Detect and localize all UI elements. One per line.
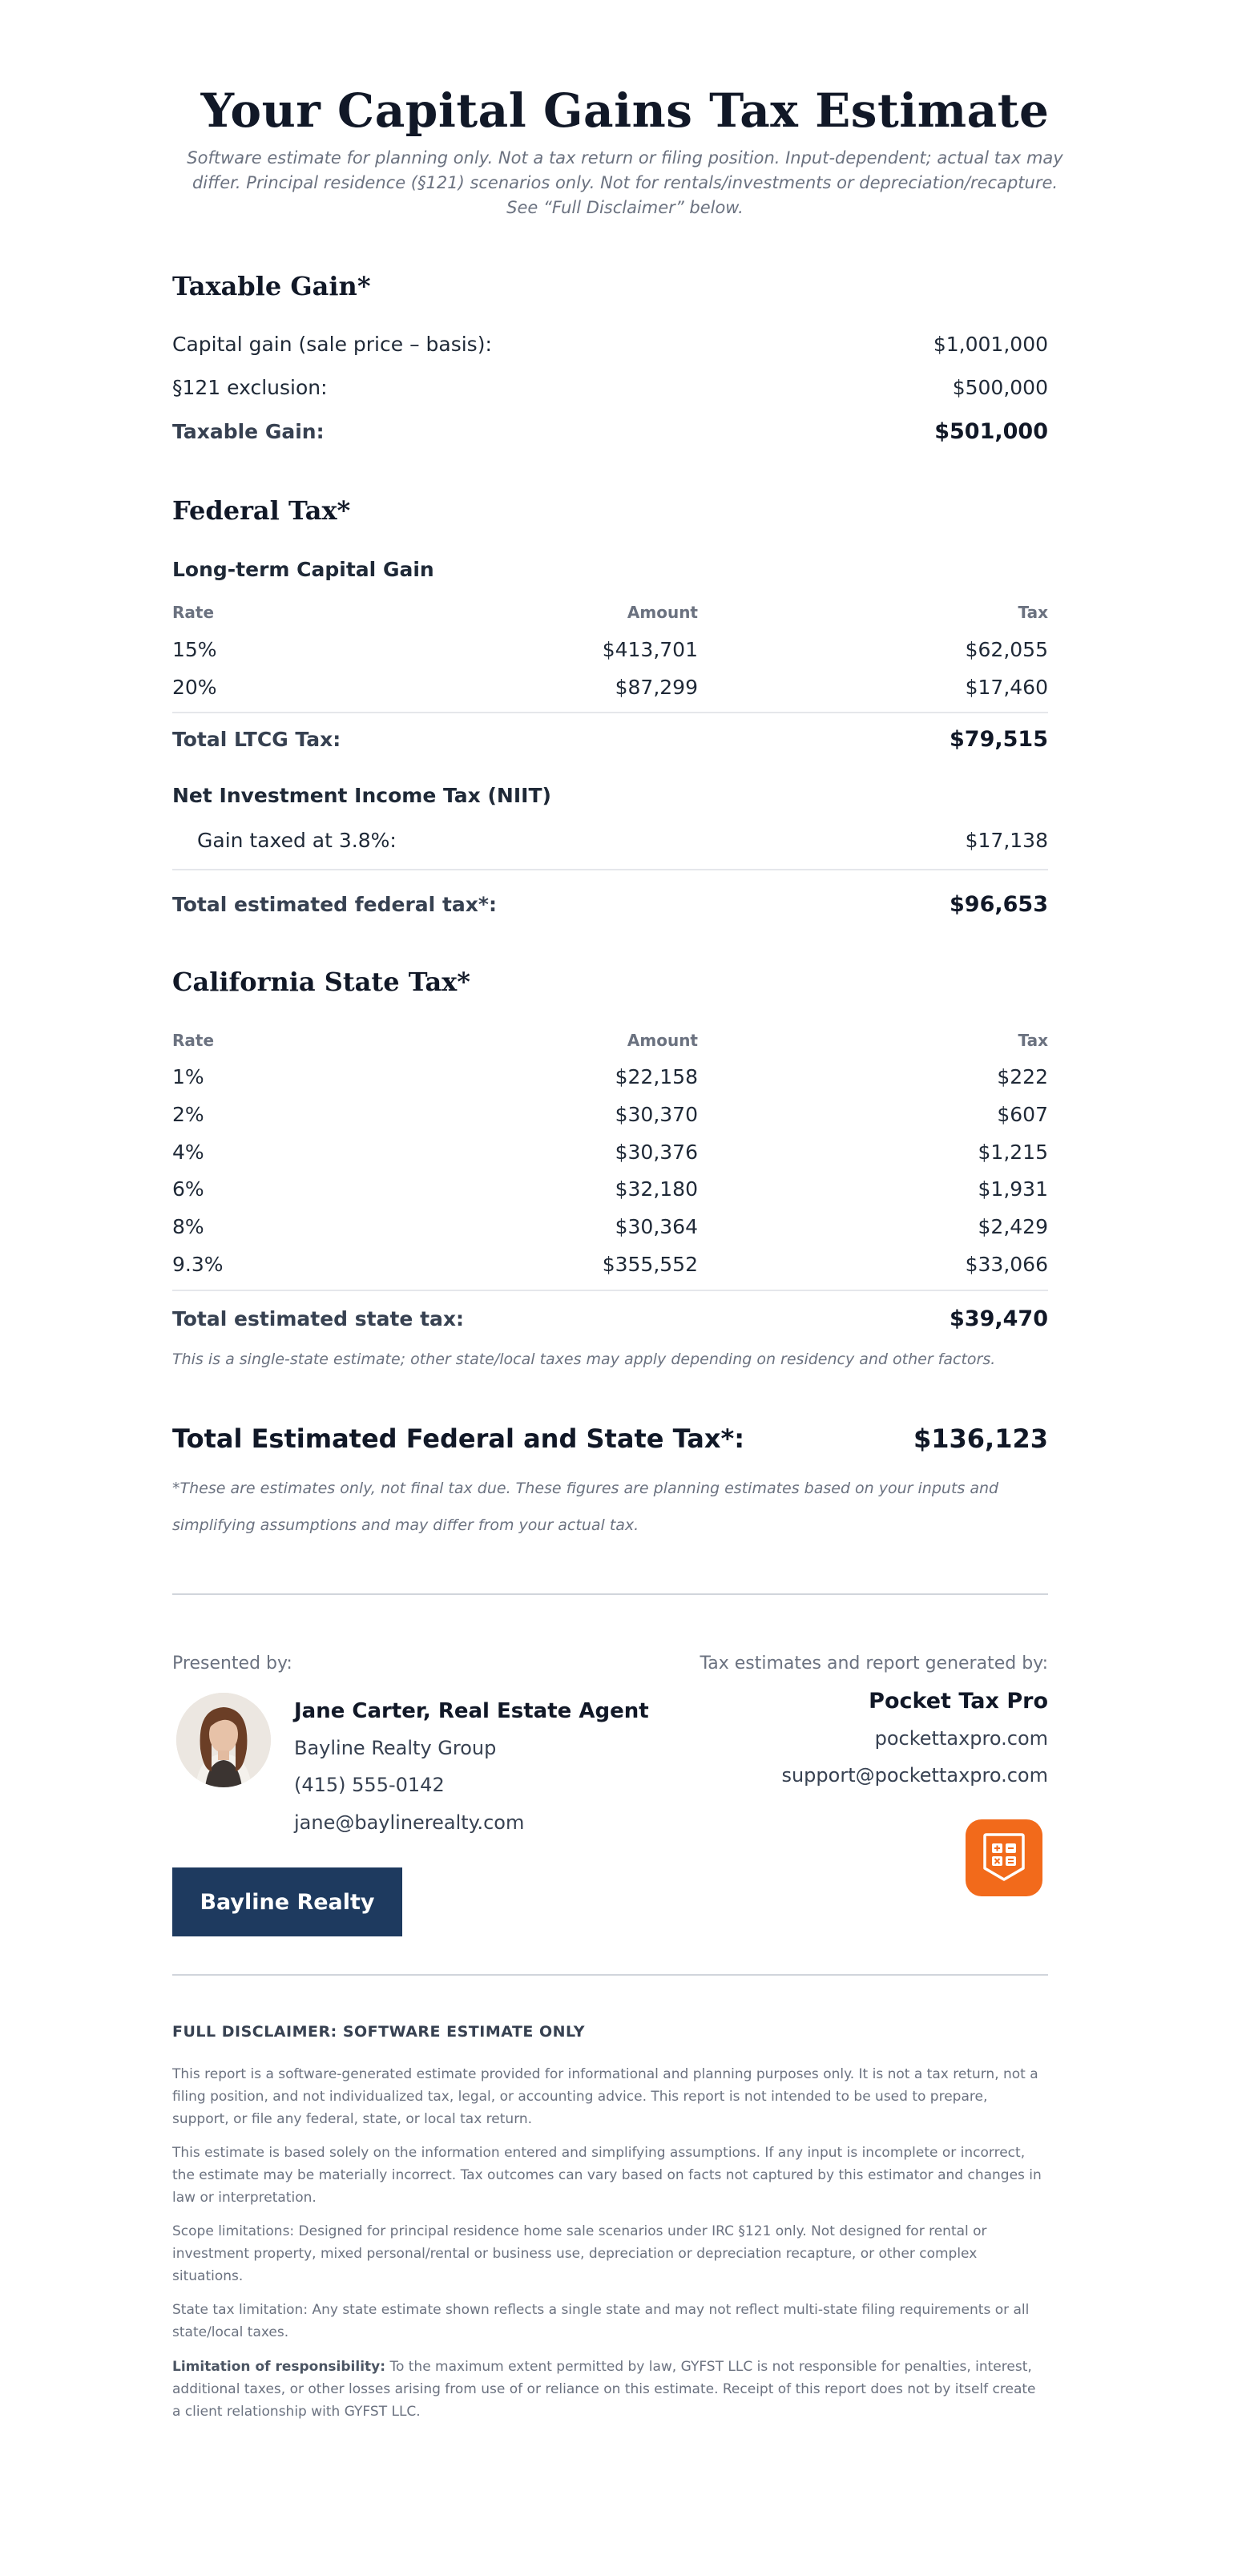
disclaimer-paragraph: This estimate is based solely on the information entered and simplifying assumptions. If any input is incomplete or incorrect, the estimate may be materially incorrect. Tax outcomes can vary based on facts not captured by this estimator and changes in law or interpretation. bbox=[172, 2145, 1042, 2206]
row-value: $17,138 bbox=[965, 828, 1048, 852]
page-title: Your Capital Gains Tax Estimate bbox=[200, 83, 1050, 138]
niit-row bbox=[172, 824, 1048, 856]
federal-tax-heading: Federal Tax* bbox=[172, 495, 351, 526]
table-row bbox=[172, 633, 1048, 665]
col-tax: Tax bbox=[1018, 1031, 1048, 1050]
amount-cell: $22,158 bbox=[615, 1065, 698, 1088]
col-amount: Amount bbox=[627, 1031, 698, 1050]
total-label: Total estimated federal tax*: bbox=[172, 892, 497, 916]
tax-cell: $1,215 bbox=[978, 1141, 1048, 1164]
amount-cell: $30,376 bbox=[615, 1141, 698, 1164]
total-value: $79,515 bbox=[950, 726, 1048, 752]
amount-cell: $355,552 bbox=[602, 1253, 698, 1276]
capital-gain-row bbox=[172, 328, 1048, 360]
rate-cell: 4% bbox=[172, 1141, 204, 1164]
agent-name: Jane Carter, Real Estate Agent bbox=[294, 1699, 649, 1723]
grand-total-label: Total Estimated Federal and State Tax*: bbox=[172, 1423, 745, 1454]
rate-cell: 20% bbox=[172, 676, 217, 699]
rate-cell: 8% bbox=[172, 1215, 204, 1238]
col-rate: Rate bbox=[172, 603, 215, 622]
state-tax-heading: California State Tax* bbox=[172, 967, 470, 997]
row-label: Gain taxed at 3.8%: bbox=[197, 828, 397, 852]
col-amount: Amount bbox=[627, 603, 698, 622]
taxable-gain-total-row bbox=[172, 415, 1048, 447]
disclaimer-paragraph: State tax limitation: Any state estimate shown reflects a single state and may not reflect multi-state filing requirements or all state/local taxes. bbox=[172, 2302, 1030, 2340]
divider bbox=[172, 869, 1048, 870]
total-label: Taxable Gain: bbox=[172, 419, 325, 443]
table-row bbox=[172, 1060, 1048, 1092]
brokerage-logo: Bayline Realty bbox=[172, 1867, 402, 1936]
table-row bbox=[172, 671, 1048, 703]
total-value: $39,470 bbox=[950, 1306, 1048, 1331]
taxable-gain-heading: Taxable Gain* bbox=[172, 271, 371, 301]
amount-cell: $413,701 bbox=[602, 638, 698, 661]
table-row bbox=[172, 1173, 1048, 1205]
disclaimer-title: FULL DISCLAIMER: SOFTWARE ESTIMATE ONLY bbox=[172, 2023, 585, 2041]
state-note: This is a single-state estimate; other state/local taxes may apply depending on residency and other factors. bbox=[172, 1351, 996, 1368]
page-subtitle: Software estimate for planning only. Not a tax return or filing position. Input-dependent; actual tax may differ. Principal residence (§121) scenarios only. Not for rentals/investments or depreciation/recapture. See “Full Disclaimer” below. bbox=[187, 148, 1063, 217]
presented-by-label: Presented by: bbox=[172, 1653, 292, 1674]
row-label: §121 exclusion: bbox=[172, 375, 328, 399]
state-table-header bbox=[172, 1026, 1048, 1058]
total-value: $96,653 bbox=[950, 891, 1048, 917]
total-label: Total LTCG Tax: bbox=[172, 727, 341, 751]
amount-cell: $87,299 bbox=[615, 676, 698, 699]
disclaimer-paragraph: Scope limitations: Designed for principal residence home sale scenarios under IRC §121 only. Not designed for rental or investment property, mixed personal/rental or business use, depreciation or depreciation recapture, or other complex situations. bbox=[172, 2223, 987, 2284]
total-label: Total estimated state tax: bbox=[172, 1306, 465, 1330]
divider bbox=[172, 1974, 1048, 1976]
table-row bbox=[172, 1136, 1048, 1168]
estimate-note: *These are estimates only, not final tax due. These figures are planning estimates based on your inputs and simplifying assumptions and may differ from your actual tax. bbox=[172, 1480, 999, 1534]
rate-cell: 6% bbox=[172, 1177, 204, 1201]
generator-website[interactable]: pockettaxpro.com bbox=[874, 1727, 1048, 1750]
ltcg-heading: Long-term Capital Gain bbox=[172, 558, 434, 581]
agent-email[interactable]: jane@baylinerealty.com bbox=[294, 1811, 525, 1834]
agent-company: Bayline Realty Group bbox=[294, 1737, 497, 1759]
table-row bbox=[172, 1210, 1048, 1242]
rate-cell: 2% bbox=[172, 1103, 204, 1126]
disclaimer-paragraph: This report is a software-generated estimate provided for informational and planning purposes only. It is not a tax return, not a filing position, and not individualized tax, legal, or accounting advice. This report is not intended to be used to prepare, support, or file any federal, state, or local tax return. bbox=[172, 2066, 1038, 2127]
responsibility-text: To the maximum extent permitted by law, GYFST LLC is not responsible for penalties, interest, additional taxes, or other losses arising from use of or reliance on this estimate. Receipt of this report does not by itself create a client relationship with GYFST LLC. bbox=[172, 2359, 1036, 2420]
divider bbox=[172, 712, 1048, 713]
divider bbox=[172, 1290, 1048, 1291]
tax-cell: $33,066 bbox=[965, 1253, 1048, 1276]
rate-cell: 1% bbox=[172, 1065, 204, 1088]
row-value: $1,001,000 bbox=[933, 332, 1048, 356]
federal-table-header bbox=[172, 598, 1048, 630]
col-rate: Rate bbox=[172, 1031, 215, 1050]
tax-cell: $2,429 bbox=[978, 1215, 1048, 1238]
table-row bbox=[172, 1248, 1048, 1280]
col-tax: Tax bbox=[1018, 603, 1048, 622]
agent-phone[interactable]: (415) 555-0142 bbox=[294, 1774, 445, 1796]
rate-cell: 9.3% bbox=[172, 1253, 224, 1276]
responsibility-label: Limitation of responsibility: bbox=[172, 2359, 386, 2375]
tax-cell: $607 bbox=[997, 1103, 1048, 1126]
federal-total-row bbox=[172, 888, 1048, 920]
table-row bbox=[172, 1098, 1048, 1130]
generator-name: Pocket Tax Pro bbox=[869, 1689, 1048, 1714]
niit-heading: Net Investment Income Tax (NIIT) bbox=[172, 784, 551, 807]
app-logo bbox=[966, 1819, 1042, 1896]
tax-cell: $222 bbox=[997, 1065, 1048, 1088]
amount-cell: $30,370 bbox=[615, 1103, 698, 1126]
grand-total-value: $136,123 bbox=[913, 1423, 1048, 1454]
amount-cell: $30,364 bbox=[615, 1215, 698, 1238]
tax-cell: $17,460 bbox=[965, 676, 1048, 699]
row-value: $500,000 bbox=[952, 375, 1048, 399]
generated-by-label: Tax estimates and report generated by: bbox=[700, 1653, 1048, 1674]
total-ltcg-row bbox=[172, 723, 1048, 755]
state-total-row bbox=[172, 1302, 1048, 1334]
exclusion-row bbox=[172, 371, 1048, 403]
generator-email[interactable]: support@pockettaxpro.com bbox=[781, 1764, 1048, 1787]
amount-cell: $32,180 bbox=[615, 1177, 698, 1201]
tax-cell: $62,055 bbox=[965, 638, 1048, 661]
agent-photo-icon bbox=[176, 1693, 271, 1787]
tax-cell: $1,931 bbox=[978, 1177, 1048, 1201]
rate-cell: 15% bbox=[172, 638, 217, 661]
grand-total-row bbox=[172, 1419, 1048, 1459]
total-value: $501,000 bbox=[934, 418, 1048, 444]
row-label: Capital gain (sale price – basis): bbox=[172, 332, 492, 356]
calculator-icon bbox=[981, 1833, 1027, 1883]
avatar bbox=[176, 1693, 271, 1787]
divider bbox=[172, 1593, 1048, 1595]
disclaimer-paragraph bbox=[172, 2356, 1048, 2423]
